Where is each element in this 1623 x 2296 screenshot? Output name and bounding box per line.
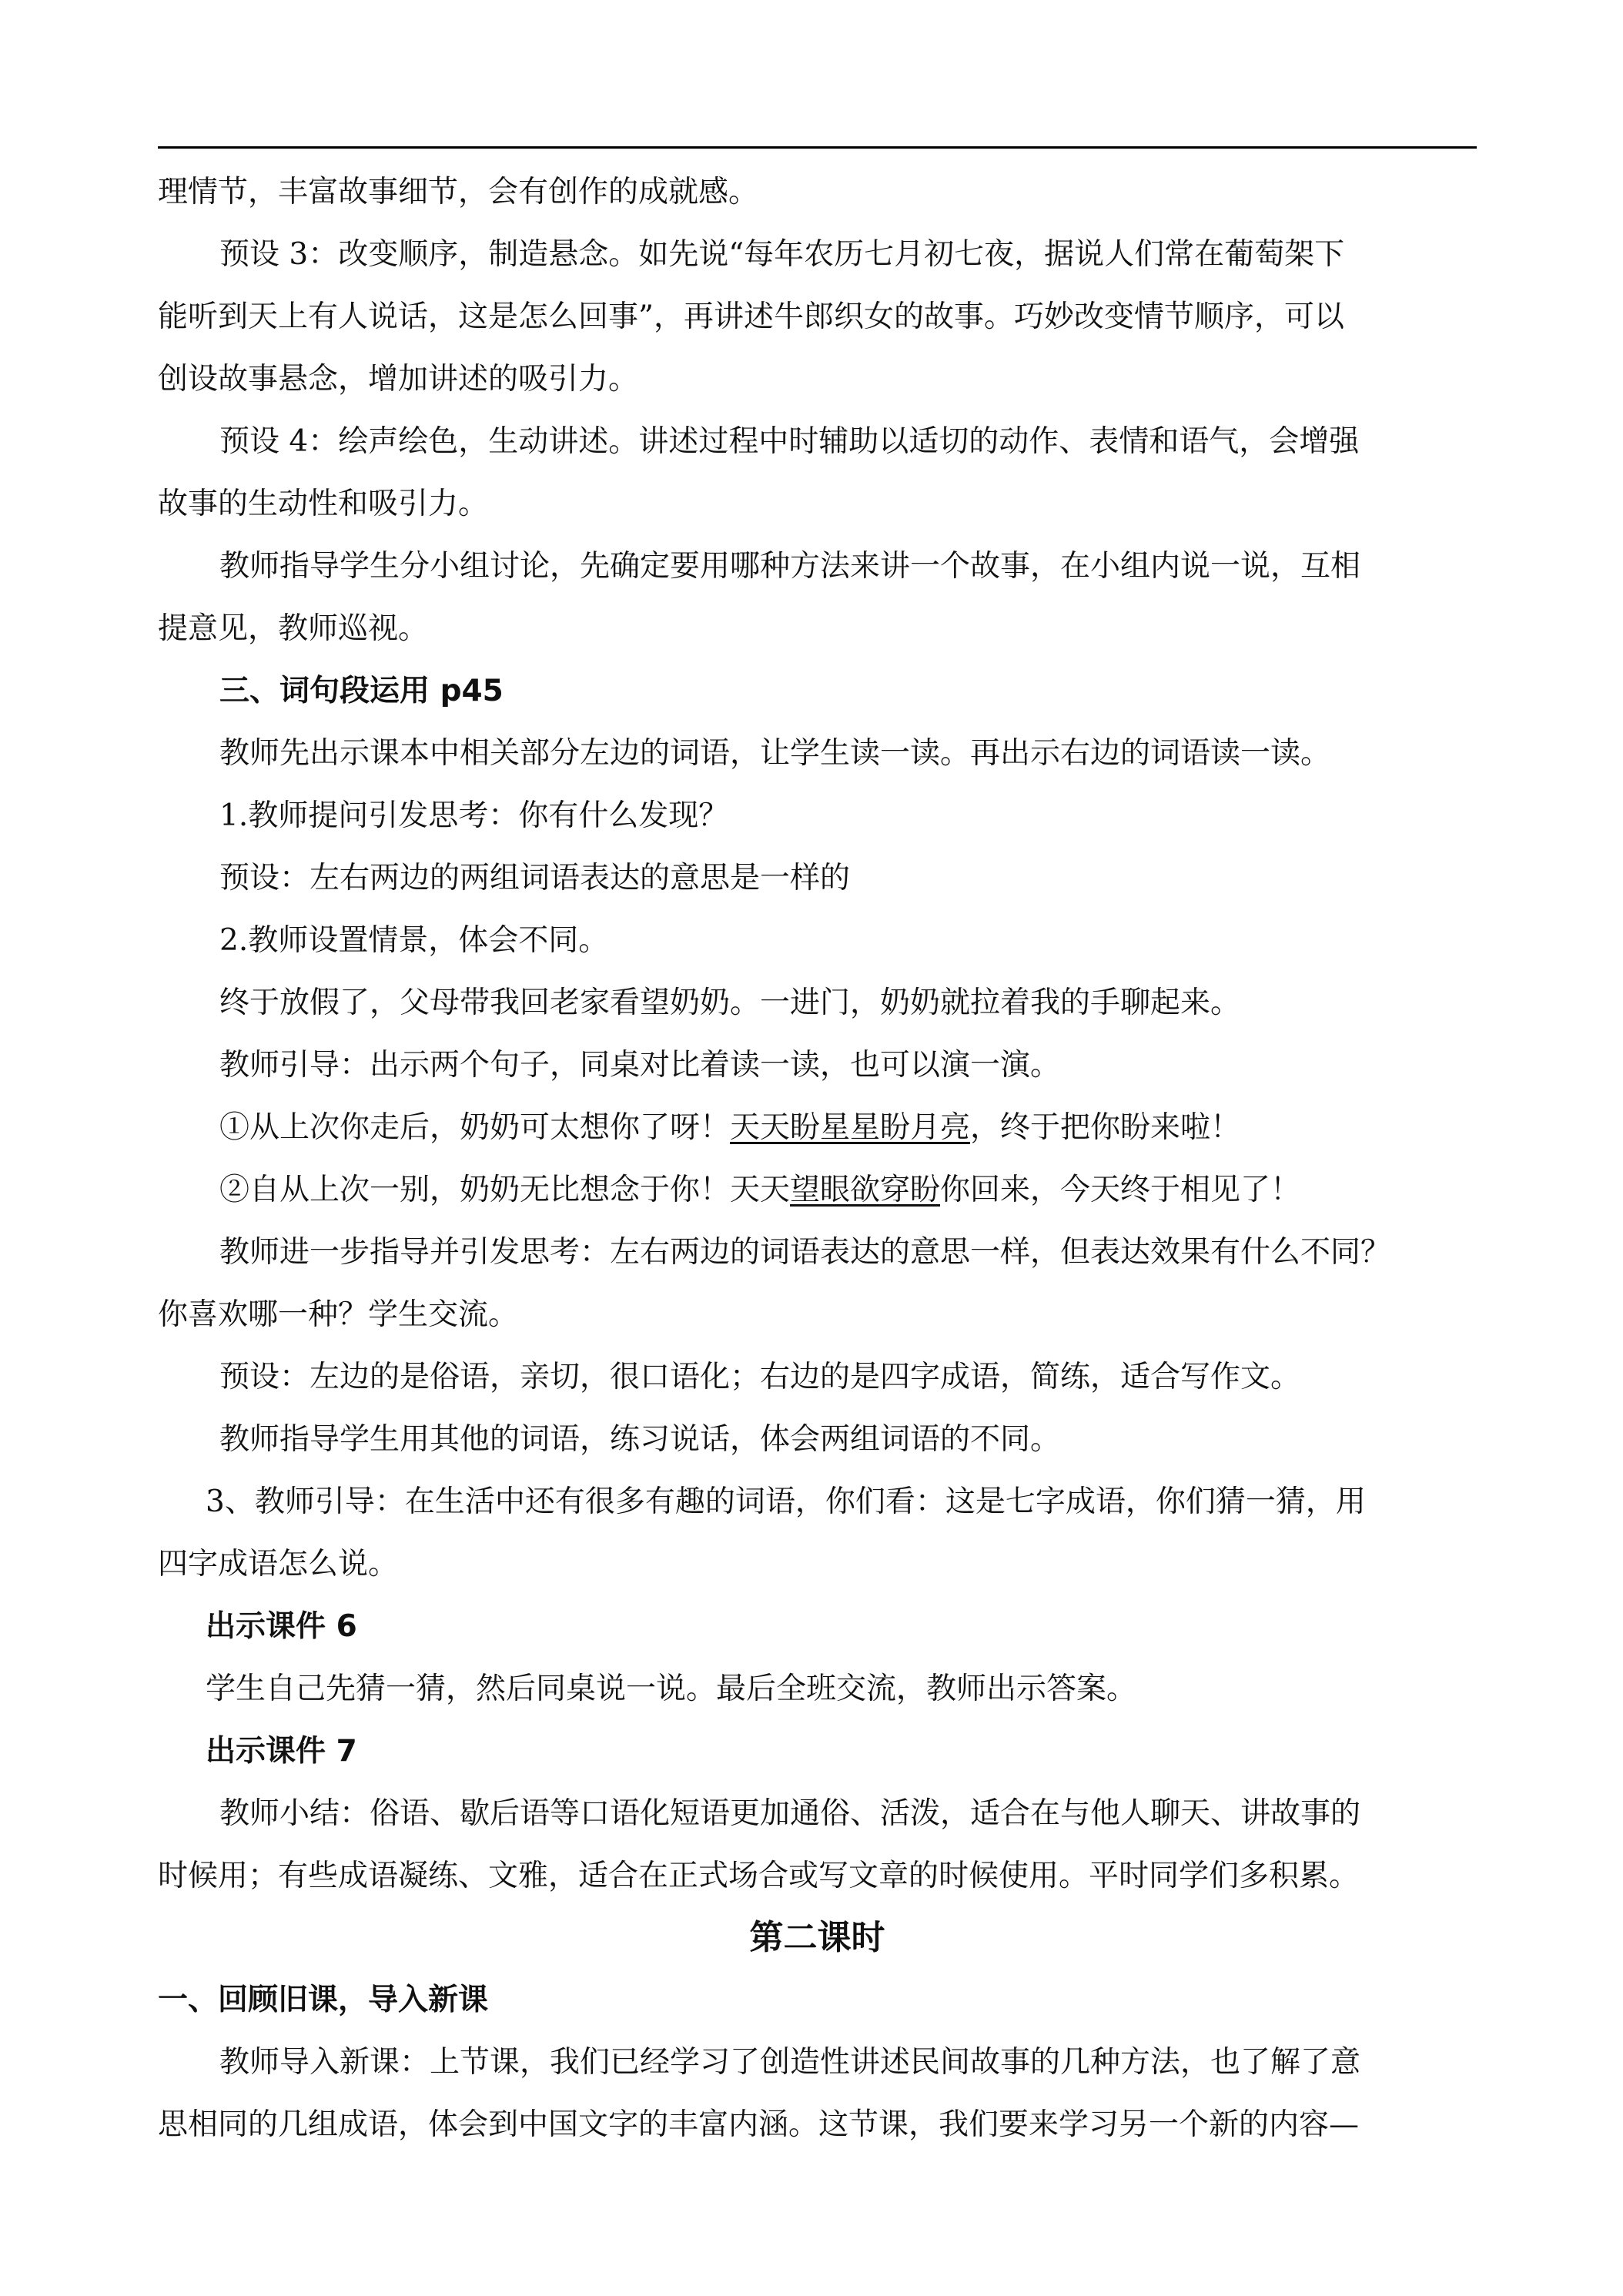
courseware-label: 出示课件 7 (206, 1734, 357, 1769)
paragraph-line: 能听到天上有人说话，这是怎么回事”，再讲述牛郎织女的故事。巧妙改变情节顺序，可以 (158, 300, 1344, 334)
paragraph-line: 终于放假了，父母带我回老家看望奶奶。一进门，奶奶就拉着我的手聊起来。 (219, 986, 1241, 1020)
paragraph-line: 预设：左边的是俗语，亲切，很口语化；右边的是四字成语，简练，适合写作文。 (219, 1360, 1301, 1394)
paragraph-line: 提意见，教师巡视。 (158, 611, 429, 646)
paragraph-line: 教师小结：俗语、歇后语等口语化短语更加通俗、活泼，适合在与他人聊天、讲故事的 (219, 1796, 1361, 1831)
sentence-text: ①从上次你走后，奶奶可太想你了呀！ (219, 1110, 731, 1145)
sentence-text: ②自从上次一别，奶奶无比想念于你！天天 (219, 1173, 791, 1207)
example-sentence-2 (158, 1159, 1477, 1221)
lesson-title: 第二课时 (749, 1918, 885, 1957)
paragraph-line: 2.教师设置情景，体会不同。 (219, 923, 609, 958)
section-heading: 一、回顾旧课，导入新课 (158, 1983, 489, 2017)
underlined-phrase: 望眼欲穿盼 (790, 1173, 941, 1207)
paragraph-line: 教师导入新课：上节课，我们已经学习了创造性讲述民间故事的几种方法，也了解了意 (219, 2045, 1361, 2080)
paragraph-line: 预设 3：改变顺序，制造悬念。如先说“每年农历七月初七夜，据说人们常在葡萄架下 (219, 237, 1345, 272)
example-sentence-1 (158, 1096, 1477, 1159)
paragraph-line: 预设：左右两边的两组词语表达的意思是一样的 (219, 861, 851, 895)
paragraph-line: 教师先出示课本中相关部分左边的词语，让学生读一读。再出示右边的词语读一读。 (219, 736, 1331, 771)
section-heading: 三、词句段运用 p45 (219, 674, 504, 708)
paragraph-line: 预设 4：绘声绘色，生动讲述。讲述过程中时辅助以适切的动作、表情和语气，会增强 (219, 424, 1360, 459)
paragraph-line: 教师引导：出示两个句子，同桌对比着读一读，也可以演一演。 (219, 1048, 1061, 1083)
paragraph-line: 教师指导学生用其他的词语，练习说话，体会两组词语的不同。 (219, 1422, 1061, 1457)
paragraph-line: 3、教师引导：在生活中还有很多有趣的词语，你们看：这是七字成语，你们猜一猜，用 (206, 1484, 1366, 1519)
paragraph-line: 1.教师提问引发思考：你有什么发现？ (219, 798, 729, 833)
paragraph-line: 你喜欢哪一种？学生交流。 (158, 1297, 519, 1332)
paragraph-line: 教师进一步指导并引发思考：左右两边的词语表达的意思一样，但表达效果有什么不同？ (219, 1235, 1391, 1270)
sentence-text: ，终于把你盼来啦！ (970, 1110, 1241, 1145)
header-rule (158, 146, 1477, 149)
paragraph-line: 时候用；有些成语凝练、文雅，适合在正式场合或写文章的时候使用。平时同学们多积累。 (158, 1859, 1360, 1893)
document-page (158, 146, 1477, 2156)
paragraph-line: 思相同的几组成语，体会到中国文字的丰富内涵。这节课，我们要来学习另一个新的内容— (158, 2107, 1360, 2142)
paragraph-line: 教师指导学生分小组讨论，先确定要用哪种方法来讲一个故事，在小组内说一说，互相 (219, 549, 1361, 584)
paragraph-line: 理情节，丰富故事细节，会有创作的成就感。 (158, 175, 759, 209)
paragraph-line: 创设故事悬念，增加讲述的吸引力。 (158, 362, 639, 397)
paragraph-line: 故事的生动性和吸引力。 (158, 487, 489, 521)
courseware-label: 出示课件 6 (206, 1609, 357, 1644)
paragraph-line: 学生自己先猜一猜，然后同桌说一说。最后全班交流，教师出示答案。 (206, 1672, 1137, 1706)
paragraph-line: 四字成语怎么说。 (158, 1547, 399, 1581)
sentence-text: 你回来，今天终于相见了！ (940, 1173, 1301, 1207)
underlined-phrase: 天天盼星星盼月亮 (730, 1110, 971, 1145)
